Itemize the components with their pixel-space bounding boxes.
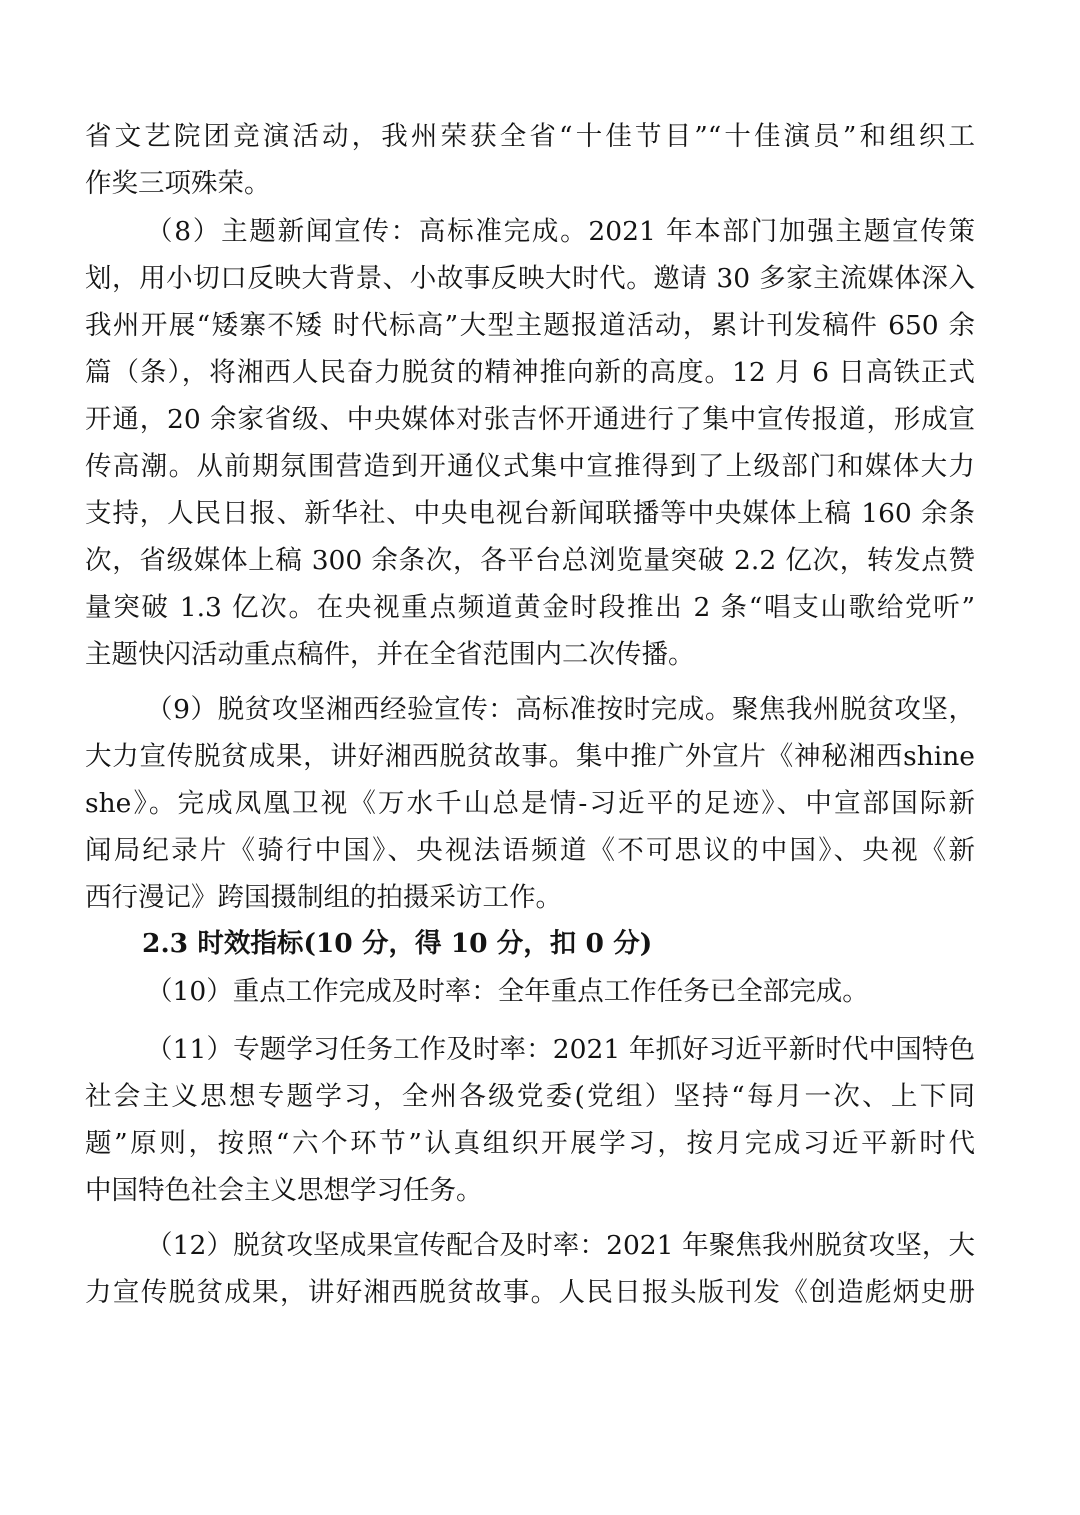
paragraph-line: 闻局纪录片《骑行中国》、央视法语频道《不可思议的中国》、央视《新 bbox=[85, 835, 975, 866]
paragraph-line: 力宣传脱贫成果，讲好湘西脱贫故事。人民日报头版刊发《创造彪炳史册 bbox=[85, 1277, 975, 1308]
paragraph-line: she》。完成凤凰卫视《万水千山总是情-习近平的足迹》、中宣部国际新 bbox=[85, 788, 975, 819]
paragraph-line: 社会主义思想专题学习，全州各级党委(党组）坚持“每月一次、上下同 bbox=[85, 1081, 975, 1112]
paragraph-line: （11）专题学习任务工作及时率：2021 年抓好习近平新时代中国特色 bbox=[146, 1034, 975, 1065]
paragraph-line: 主题快闪活动重点稿件，并在全省范围内二次传播。 bbox=[85, 639, 695, 670]
paragraph-line: 西行漫记》跨国摄制组的拍摄采访工作。 bbox=[85, 882, 562, 913]
paragraph-line: 篇（条），将湘西人民奋力脱贫的精神推向新的高度。12 月 6 日高铁正式 bbox=[85, 357, 975, 388]
paragraph-line: 我州开展“矮寨不矮 时代标高”大型主题报道活动，累计刊发稿件 650 余 bbox=[85, 310, 975, 341]
paragraph-line: （12）脱贫攻坚成果宣传配合及时率：2021 年聚焦我州脱贫攻坚，大 bbox=[146, 1230, 975, 1261]
paragraph-line: 中国特色社会主义思想学习任务。 bbox=[85, 1175, 483, 1206]
section-heading: 2.3 时效指标(10 分，得 10 分，扣 0 分) bbox=[142, 928, 653, 959]
paragraph-line: 题”原则，按照“六个环节”认真组织开展学习，按月完成习近平新时代 bbox=[85, 1128, 975, 1159]
paragraph-line: 划，用小切口反映大背景、小故事反映大时代。邀请 30 多家主流媒体深入 bbox=[85, 263, 975, 294]
paragraph-line: （8）主题新闻宣传：高标准完成。2021 年本部门加强主题宣传策 bbox=[146, 216, 975, 247]
paragraph-line: 开通，20 余家省级、中央媒体对张吉怀开通进行了集中宣传报道，形成宣 bbox=[85, 404, 975, 435]
paragraph-line: 支持，人民日报、新华社、中央电视台新闻联播等中央媒体上稿 160 余条 bbox=[85, 498, 975, 529]
paragraph-line: 次，省级媒体上稿 300 余条次，各平台总浏览量突破 2.2 亿次，转发点赞 bbox=[85, 545, 975, 576]
paragraph-line: 大力宣传脱贫成果，讲好湘西脱贫故事。集中推广外宣片《神秘湘西shine bbox=[85, 741, 975, 772]
paragraph-line: 作奖三项殊荣。 bbox=[85, 168, 271, 199]
paragraph-line: 传高潮。从前期氛围营造到开通仪式集中宣推得到了上级部门和媒体大力 bbox=[85, 451, 975, 482]
paragraph-line: 省文艺院团竞演活动，我州荣获全省“十佳节目”“十佳演员”和组织工 bbox=[85, 121, 975, 152]
paragraph-line: （9）脱贫攻坚湘西经验宣传：高标准按时完成。聚焦我州脱贫攻坚， bbox=[146, 694, 975, 725]
paragraph-line: 量突破 1.3 亿次。在央视重点频道黄金时段推出 2 条“唱支山歌给党听” bbox=[85, 592, 975, 623]
paragraph-line: （10）重点工作完成及时率：全年重点工作任务已全部完成。 bbox=[146, 976, 869, 1007]
